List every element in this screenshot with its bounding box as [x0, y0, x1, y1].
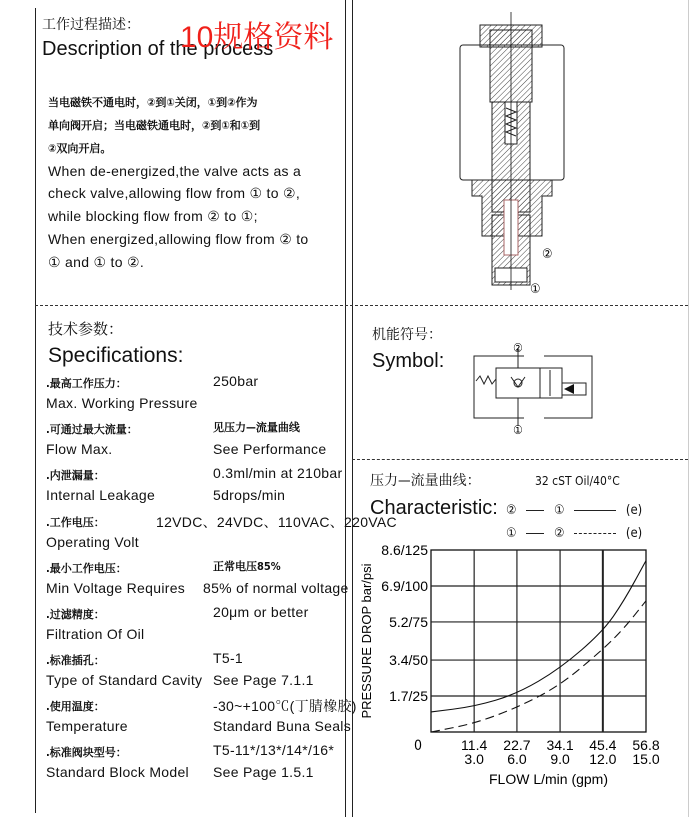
x-tick-label-lpm: 45.4	[589, 737, 617, 753]
process-title-cn: 工作过程描述：	[42, 17, 140, 33]
spec-label-en: Min Voltage Requires	[46, 580, 186, 596]
process-en-line: When energized,allowing flow from ② to	[48, 231, 309, 247]
spec-label-en: Temperature	[46, 718, 128, 734]
series-line-2-to-1	[431, 561, 646, 712]
x-tick-label-lpm: 22.7	[503, 737, 531, 753]
spec-label-cn: .工作电压：	[46, 516, 105, 529]
valve-section-drawing	[420, 0, 620, 300]
watermark-text: 10规格资料	[180, 21, 334, 54]
pressure-flow-chart	[355, 535, 690, 795]
spec-label-en: Max. Working Pressure	[46, 395, 198, 411]
x-tick-label-gpm: 6.0	[507, 751, 527, 767]
column-divider	[345, 0, 346, 817]
legend-dash-short	[526, 533, 544, 534]
spec-value: T5-11*/13*/14*/16*	[213, 742, 335, 758]
spec-value: T5-1	[213, 650, 243, 666]
y-tick-label: 5.2/75	[389, 613, 428, 630]
series-line-1-to-2	[431, 601, 646, 732]
specs-title-en: Specifications:	[48, 344, 184, 367]
legend-to: ①	[553, 503, 565, 518]
section-divider	[35, 305, 688, 306]
x-tick-label-lpm: 34.1	[546, 737, 574, 753]
legend-dash-short	[526, 510, 544, 511]
spec-label-en: Internal Leakage	[46, 487, 156, 503]
chart-title-en: Characteristic:	[370, 497, 498, 519]
spec-label-cn: .可通过最大流量：	[46, 423, 138, 436]
spec-value: 见压力—流量曲线	[213, 421, 300, 434]
spec-value-secondary: Standard Buna Seals	[213, 718, 352, 734]
spec-value-secondary: 5drops/min	[213, 487, 286, 503]
spec-value: 12VDC、24VDC、110VAC、220VAC	[156, 514, 397, 530]
spec-label-cn: .使用温度：	[46, 700, 105, 713]
legend-suffix: (e)	[625, 503, 643, 518]
drawing-port-1: ①	[530, 282, 541, 297]
process-en-line: while blocking flow from ② to ①;	[48, 208, 258, 224]
spec-value-secondary: See Page 7.1.1	[213, 672, 314, 688]
x-tick-label-gpm: 12.0	[589, 751, 617, 767]
origin-label: 0	[414, 738, 423, 754]
y-axis-label: PRESSURE DROP bar/psi	[359, 563, 374, 719]
spec-label-cn: .标准插孔：	[46, 654, 105, 667]
y-tick-label: 6.9/100	[381, 577, 428, 594]
x-axis-label: FLOW L/min (gpm)	[488, 771, 609, 787]
spec-label-en: Operating Volt	[46, 534, 139, 550]
symbol-title-en: Symbol:	[372, 350, 445, 372]
section-divider-right	[352, 459, 688, 460]
spec-label-en: Standard Block Model	[46, 764, 189, 780]
symbol-title-cn: 机能符号：	[372, 327, 442, 343]
spec-label-cn: .过滤精度：	[46, 608, 105, 621]
legend-line-dashed	[574, 533, 616, 534]
process-cn-line: 当电磁铁不通电时，②到①关闭，①到②作为	[48, 96, 258, 109]
y-tick-label: 1.7/25	[389, 688, 428, 705]
spec-label-en: Flow Max.	[46, 441, 113, 457]
process-cn-line: ②双向开启。	[48, 142, 112, 155]
spec-value-secondary: 85% of normal voltage	[203, 580, 349, 596]
spec-label-cn: .标准阀块型号：	[46, 746, 127, 759]
y-tick-label: 8.6/125	[381, 542, 428, 558]
spec-value-secondary: See Performance	[213, 441, 327, 457]
process-en-line: When de-energized,the valve acts as a	[48, 163, 302, 179]
symbol-port-2: ②	[513, 341, 523, 355]
specs-title-cn: 技术参数：	[48, 320, 124, 338]
process-en-line: check valve,allowing flow from ① to ②,	[48, 185, 301, 201]
process-title-en: Description of the process	[42, 38, 274, 60]
legend-from: ①	[506, 526, 517, 541]
spec-value: 0.3ml/min at 210bar	[213, 465, 343, 481]
symbol-port-1: ①	[513, 423, 523, 435]
spec-label-en: Type of Standard Cavity	[46, 672, 203, 688]
legend-to: ②	[553, 526, 565, 541]
legend-suffix: (e)	[625, 526, 643, 541]
plot-frame	[431, 550, 646, 732]
spec-label-en: Filtration Of Oil	[46, 626, 145, 642]
spec-label-cn: .内泄漏量：	[46, 469, 105, 482]
legend-solid	[506, 503, 642, 518]
spec-value: 正常电压85%	[213, 560, 281, 573]
process-en-line: ① and ① to ②.	[48, 254, 145, 270]
spec-value: -30~+100℃(丁腈橡胶)	[213, 698, 357, 714]
y-tick-label: 3.4/50	[389, 652, 428, 669]
x-tick-label-gpm: 9.0	[550, 751, 570, 767]
column-divider-2	[352, 0, 353, 817]
chart-condition: 32 cST Oil/40°C	[535, 474, 620, 488]
chart-title-cn: 压力—流量曲线：	[370, 473, 481, 489]
x-tick-label-gpm: 15.0	[632, 751, 660, 767]
legend-line-solid	[574, 510, 616, 511]
process-cn-line: 单向阀开启；当电磁铁通电时，②到①和①到	[48, 119, 261, 132]
drawing-port-2: ②	[542, 247, 553, 262]
spec-label-cn: .最小工作电压：	[46, 562, 127, 575]
spec-value-secondary: See Page 1.5.1	[213, 764, 314, 780]
x-tick-label-lpm: 56.8	[632, 737, 660, 753]
spec-value: 250bar	[213, 373, 259, 389]
spec-label-cn: .最高工作压力：	[46, 377, 127, 390]
x-tick-label-gpm: 3.0	[464, 751, 484, 767]
spec-value: 20μm or better	[213, 604, 309, 620]
legend-from: ②	[506, 503, 517, 518]
x-tick-label-lpm: 11.4	[461, 737, 488, 753]
valve-symbol	[470, 340, 600, 435]
left-border	[35, 8, 36, 813]
